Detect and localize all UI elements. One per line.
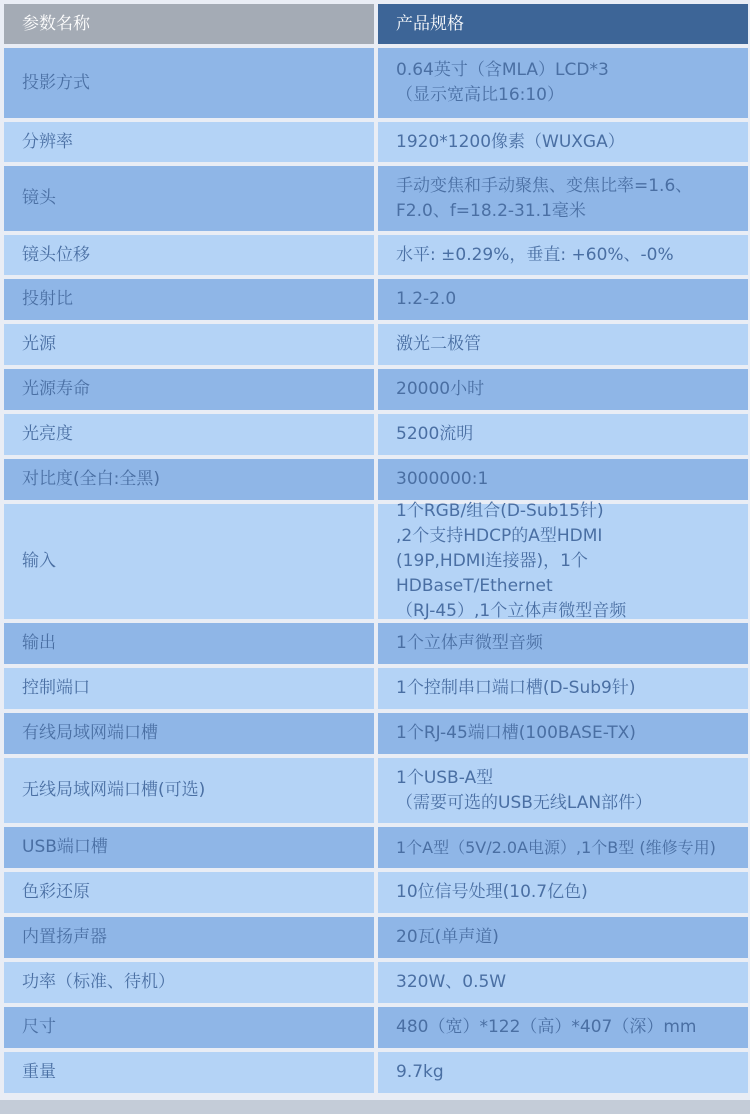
table-row [4,48,748,118]
table-row [4,1007,748,1048]
table-row [4,414,748,455]
param-name: 投影方式 [4,48,374,118]
spec-value: 1个RJ-45端口槽(100BASE-TX) [378,713,748,754]
spec-value: 9.7kg [378,1052,748,1093]
spec-value: 1个立体声微型音频 [378,623,748,664]
spec-value: 水平: ±0.29%，垂直: +60%、-0% [378,235,748,275]
table-header [4,4,748,44]
table-row [4,324,748,365]
table-row [4,235,748,275]
spec-value: 1个控制串口端口槽(D-Sub9针) [378,668,748,709]
spec-value: 1个USB-A型 （需要可选的USB无线LAN部件） [378,758,748,823]
param-name: 控制端口 [4,668,374,709]
param-name: 输出 [4,623,374,664]
header-param: 参数名称 [4,4,374,44]
spec-value: 1.2-2.0 [378,279,748,320]
table-row [4,962,748,1003]
table-row [4,166,748,231]
table-row [4,501,748,621]
spec-table [4,4,748,1093]
table-row [4,827,748,868]
table-row [4,369,748,410]
param-name: 输入 [4,504,374,619]
param-name: 镜头位移 [4,235,374,275]
table-row [4,758,748,823]
param-name: 分辨率 [4,122,374,162]
table-row [4,713,748,754]
param-name: 无线局域网端口槽(可选) [4,758,374,823]
header-spec: 产品规格 [378,4,748,44]
param-name: 有线局域网端口槽 [4,713,374,754]
spec-value: 5200流明 [378,414,748,455]
spec-value: 0.64英寸（含MLA）LCD*3 （显示宽高比16:10） [378,48,748,118]
spec-value: 1个A型（5V/2.0A电源）,1个B型 (维修专用) [378,827,748,868]
param-name: 色彩还原 [4,872,374,913]
table-row [4,917,748,958]
param-name: 尺寸 [4,1007,374,1048]
table-row [4,279,748,320]
param-name: USB端口槽 [4,827,374,868]
spec-value: 20000小时 [378,369,748,410]
bottom-divider [0,1100,750,1114]
spec-value: 20瓦(单声道) [378,917,748,958]
param-name: 镜头 [4,166,374,231]
spec-value: 手动变焦和手动聚焦、变焦比率=1.6、 F2.0、f=18.2-31.1毫米 [378,166,748,231]
spec-value: 480（宽）*122（高）*407（深）mm [378,1007,748,1048]
param-name: 光源 [4,324,374,365]
spec-value: 激光二极管 [378,324,748,365]
table-row [4,122,748,162]
param-name: 对比度(全白:全黑) [4,459,374,500]
table-row [4,1052,748,1093]
table-row [4,459,748,500]
spec-value: 1920*1200像素（WUXGA） [378,122,748,162]
spec-value: 10位信号处理(10.7亿色) [378,872,748,913]
spec-value: 320W、0.5W [378,962,748,1003]
spec-value: 3000000:1 [378,459,748,500]
table-row [4,872,748,913]
param-name: 功率（标准、待机） [4,962,374,1003]
param-name: 投射比 [4,279,374,320]
param-name: 光源寿命 [4,369,374,410]
param-name: 内置扬声器 [4,917,374,958]
param-name: 光亮度 [4,414,374,455]
table-row [4,623,748,664]
param-name: 重量 [4,1052,374,1093]
spec-value: 1个RGB/组合(D-Sub15针) ,2个支持HDCP的A型HDMI (19P,HDMI连接器)，1个HDBaseT/Ethernet （RJ-45）,1个立体声微型音频 [378,504,748,619]
table-row [4,668,748,709]
